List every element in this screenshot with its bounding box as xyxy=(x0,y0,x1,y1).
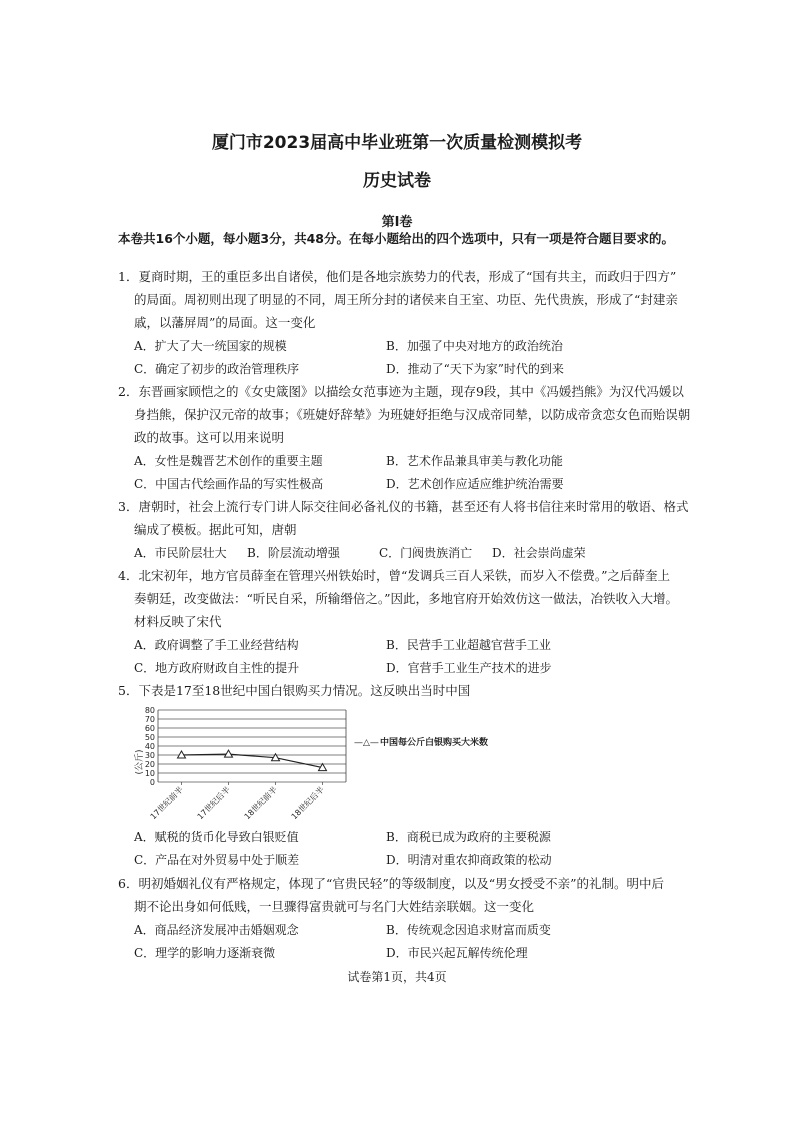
chart-legend xyxy=(354,736,488,748)
exam-title: 厦门市2023届高中毕业班第一次质量检测模拟考 xyxy=(211,133,583,153)
question-6-option-d[interactable]: D．市民兴起瓦解传统伦理 xyxy=(386,946,528,960)
question-2-option-b[interactable]: B．艺术作品兼具审美与教化功能 xyxy=(386,454,563,468)
y-tick-label: 80 xyxy=(144,706,155,715)
y-tick-label: 70 xyxy=(144,715,155,724)
question-4-option-a[interactable]: A．政府调整了手工业经营结构 xyxy=(134,638,299,652)
question-1-line-2: 的局面。周初则出现了明显的不同，周王所分封的诸侯来自王室、功臣、先代贵族，形成了“封建亲 xyxy=(134,292,678,307)
y-tick-label: 20 xyxy=(144,760,155,769)
question-1-line-1: 1．夏商时期，王的重臣多出自诸侯，他们是各地宗族势力的代表，形成了“国有共主，而政归于四方” xyxy=(118,269,677,284)
question-1-option-b[interactable]: B．加强了中央对地方的政治统治 xyxy=(386,339,563,353)
question-4-option-b[interactable]: B．民营手工业超越官营手工业 xyxy=(386,638,551,652)
x-tick-label: 18世纪后半 xyxy=(289,785,326,822)
y-tick-label: 10 xyxy=(144,769,155,778)
y-tick-label: 50 xyxy=(144,733,155,742)
y-tick-label: 40 xyxy=(144,742,155,751)
question-2-option-d[interactable]: D．艺术创作应适应维护统治需要 xyxy=(386,477,564,491)
question-1-option-c[interactable]: C．确定了初步的政治管理秩序 xyxy=(134,362,300,376)
section-title: 第Ⅰ卷 xyxy=(381,215,413,230)
x-tick-label: 17世纪后半 xyxy=(195,785,232,822)
x-tick-label: 17世纪前半 xyxy=(148,785,185,822)
question-2-line-2: 身挡熊，保护汉元帝的故事；《班婕妤辞辇》为班婕妤拒绝与汉成帝同辇，以防成帝贪恋女色而贻误朝 xyxy=(134,407,691,422)
chart-x-ticks xyxy=(148,782,326,821)
question-6-line-2: 期不论出身如何低贱，一旦骤得富贵就可与名门大姓结亲联姻。这一变化 xyxy=(134,899,535,914)
question-2-line-3: 政的故事。这可以用来说明 xyxy=(134,430,285,445)
question-3-line-2: 编成了模板。据此可知，唐朝 xyxy=(134,522,297,537)
y-tick-label: 30 xyxy=(144,751,155,760)
question-1-line-3: 戚，以藩屏周”的局面。这一变化 xyxy=(134,315,316,330)
question-4-line-2: 奏朝廷，改变做法：“听民自采，所输缗倍之。”因此，多地官府开始效仿这一做法，冶铁收入大增。 xyxy=(134,591,679,606)
x-tick-label: 18世纪前半 xyxy=(242,785,279,822)
legend-label: 中国每公斤白银购买大米数 xyxy=(380,738,489,748)
question-3-option-d[interactable]: D．社会崇尚虚荣 xyxy=(492,546,586,560)
question-6-option-c[interactable]: C．理学的影响力逐渐衰微 xyxy=(134,946,276,960)
y-tick-label: 60 xyxy=(144,724,155,733)
question-3-option-b[interactable]: B．阶层流动增强 xyxy=(247,546,340,560)
chart-series xyxy=(178,750,327,771)
chart-y-axis-label: (公斤) xyxy=(135,749,145,775)
question-5-line-1: 5．下表是17至18世纪中国白银购买力情况。这反映出当时中国 xyxy=(118,683,471,698)
series-line xyxy=(182,754,323,768)
chart-y-ticks xyxy=(145,706,155,787)
instructions: 本卷共16个小题，每小题3分，共48分。在每小题给出的四个选项中，只有一项是符合题目要求的。 xyxy=(118,231,674,246)
question-3-option-a[interactable]: A．市民阶层壮大 xyxy=(134,546,227,560)
question-2-line-1: 2．东晋画家顾恺之的《女史箴图》以描绘女范事迹为主题，现存9段，其中《冯媛挡熊》为汉代冯媛以 xyxy=(118,384,684,399)
question-5-option-c[interactable]: C．产品在对外贸易中处于顺差 xyxy=(134,853,300,867)
question-5-option-d[interactable]: D．明清对重农抑商政策的松动 xyxy=(386,853,552,867)
question-3-option-c[interactable]: C．门阀贵族消亡 xyxy=(379,546,473,560)
question-5-option-b[interactable]: B．商税已成为政府的主要税源 xyxy=(386,830,551,844)
question-6-option-b[interactable]: B．传统观念因追求财富而质变 xyxy=(386,923,551,937)
question-4-line-1: 4．北宋初年，地方官员薛奎在管理兴州铁始时，曾“发调兵三百人采铁，而岁入不偿费。”之后薛奎上 xyxy=(118,568,670,583)
page-footer: 试卷第1页，共4页 xyxy=(347,970,447,984)
exam-subtitle: 历史试卷 xyxy=(363,171,431,191)
question-1-option-a[interactable]: A．扩大了大一统国家的规模 xyxy=(134,339,287,353)
question-3-line-1: 3．唐朝时，社会上流行专门讲人际交往间必备礼仪的书籍，甚至还有人将书信往来时常用的敬语、格式 xyxy=(118,499,689,514)
silver-purchasing-power-chart xyxy=(128,700,528,826)
chart-grid xyxy=(158,710,346,782)
question-4-option-c[interactable]: C．地方政府财政自主性的提升 xyxy=(134,661,300,675)
question-5-option-a[interactable]: A．赋税的货币化导致白银贬值 xyxy=(134,830,299,844)
question-6-line-1: 6．明初婚姻礼仪有严格规定，体现了“官贵民轻”的等级制度，以及“男女授受不亲”的礼制。明中后 xyxy=(118,876,665,891)
question-4-option-d[interactable]: D．官营手工业生产技术的进步 xyxy=(386,661,552,675)
question-2-option-a[interactable]: A．女性是魏晋艺术创作的重要主题 xyxy=(134,454,323,468)
question-1-option-d[interactable]: D．推动了“天下为家”时代的到来 xyxy=(386,362,564,376)
y-tick-label: 0 xyxy=(149,778,155,787)
legend-marker-icon: —△— xyxy=(354,738,379,748)
question-4-line-3: 材料反映了宋代 xyxy=(134,614,222,629)
question-6-option-a[interactable]: A．商品经济发展冲击婚姻观念 xyxy=(134,923,299,937)
question-2-option-c[interactable]: C．中国古代绘画作品的写实性极高 xyxy=(134,477,324,491)
